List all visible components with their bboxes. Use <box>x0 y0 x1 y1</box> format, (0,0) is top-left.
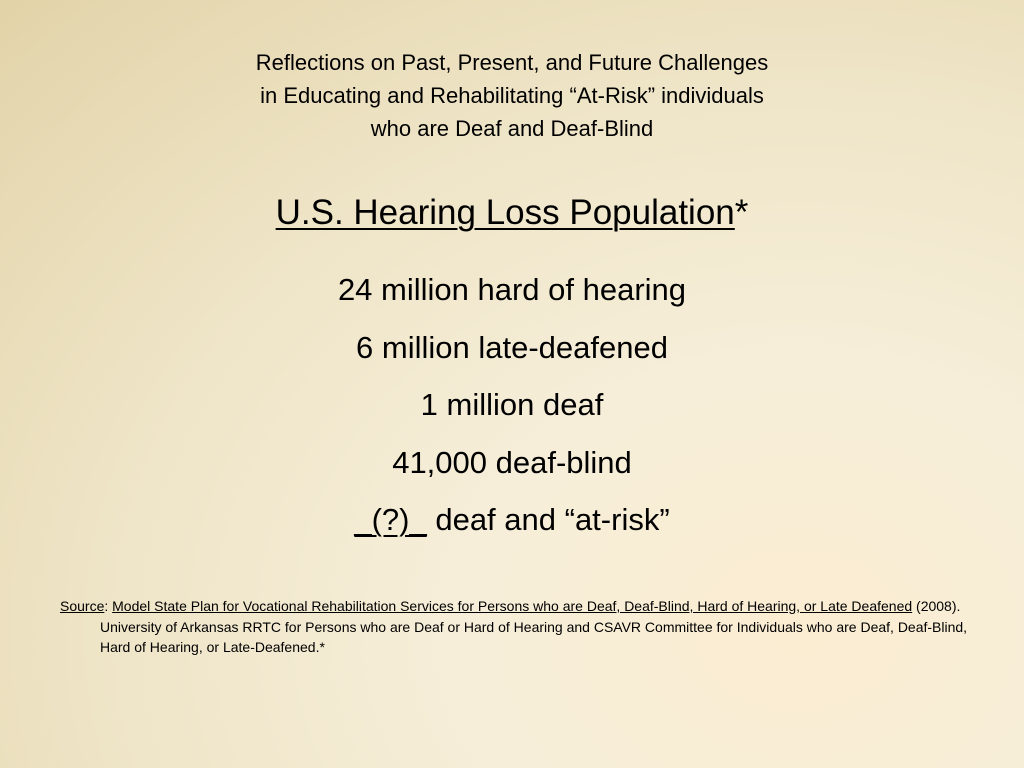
stat-item: 41,000 deaf-blind <box>392 444 632 480</box>
stat-item: 24 million hard of hearing <box>337 272 687 307</box>
title-asterisk: * <box>734 193 749 232</box>
stats-list <box>0 266 1024 554</box>
source-colon: : <box>104 598 113 614</box>
slide-header <box>0 46 1024 145</box>
header-line-3: who are Deaf and Deaf-Blind <box>370 116 654 141</box>
slide-title <box>0 189 1024 237</box>
stat-item-at-risk <box>0 496 1024 554</box>
at-risk-label: deaf and “at-risk” <box>426 502 670 537</box>
header-line-2: in Educating and Rehabilitating “At-Risk” individuals <box>260 83 764 108</box>
source-details: (2008). University of Arkansas RRTC for Persons who are Deaf or Hard of Hearing and CSAVR Committee for Individuals who are Deaf, Deaf-Blind, Hard of Hearing, or Late-Deafened.* <box>100 598 968 655</box>
source-document-title: Model State Plan for Vocational Rehabilitation Services for Persons who are Deaf, Deaf-Blind, Hard of Hearing, or Late Deafened <box>112 598 913 614</box>
source-citation <box>60 596 990 658</box>
title-text: U.S. Hearing Loss Population <box>275 193 735 232</box>
stat-item: 1 million deaf <box>420 387 604 422</box>
header-line-1: Reflections on Past, Present, and Future Challenges <box>255 50 769 75</box>
source-label: Source <box>60 598 105 614</box>
unknown-count-blank: _(?)_ <box>354 502 427 537</box>
stat-item: 6 million late-deafened <box>356 329 668 365</box>
